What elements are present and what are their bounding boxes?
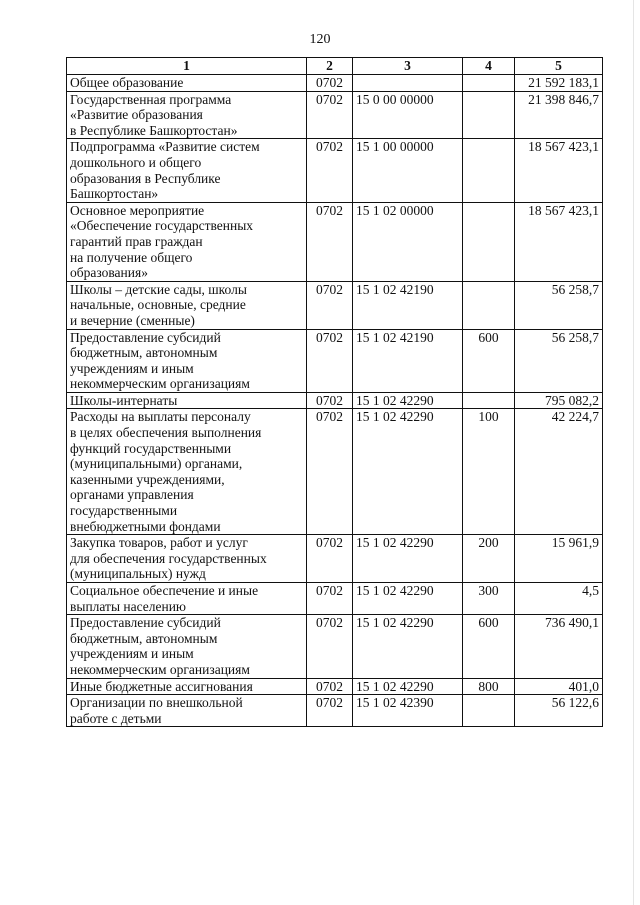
row-name-cell: Подпрограмма «Развитие систем дошкольного и общего образования в Республике Башкортостан» [67, 139, 307, 202]
row-expense-type-cell: 800 [463, 678, 515, 695]
row-program-cell: 15 1 02 42290 [353, 392, 463, 409]
row-expense-type-cell: 600 [463, 329, 515, 392]
row-amount-cell: 56 258,7 [515, 281, 603, 329]
row-name-cell: Школы – детские сады, школы начальные, основные, средние и вечерние (сменные) [67, 281, 307, 329]
row-section-cell: 0702 [307, 91, 353, 139]
row-expense-type-cell [463, 281, 515, 329]
table-row [67, 281, 603, 329]
row-section-cell: 0702 [307, 695, 353, 727]
page-number: 120 [309, 32, 331, 47]
table-row [67, 583, 603, 615]
row-program-cell: 15 1 00 00000 [353, 139, 463, 202]
row-expense-type-cell: 600 [463, 615, 515, 678]
header-col-2: 2 [307, 58, 353, 75]
row-section-cell: 0702 [307, 583, 353, 615]
table-header-row [67, 58, 603, 75]
header-col-1: 1 [67, 58, 307, 75]
row-amount-cell: 795 082,2 [515, 392, 603, 409]
row-name-cell: Государственная программа «Развитие образования в Республике Башкортостан» [67, 91, 307, 139]
scan-edge-line [633, 0, 634, 905]
table-row [67, 535, 603, 583]
row-name-cell: Закупка товаров, работ и услуг для обеспечения государственных (муниципальных) нужд [67, 535, 307, 583]
row-name-cell: Предоставление субсидий бюджетным, автономным учреждениям и иным некоммерческим организациям [67, 615, 307, 678]
table-row [67, 329, 603, 392]
row-section-cell: 0702 [307, 535, 353, 583]
row-program-cell: 15 1 02 00000 [353, 202, 463, 281]
row-section-cell: 0702 [307, 281, 353, 329]
row-expense-type-cell: 300 [463, 583, 515, 615]
row-program-cell: 15 1 02 42290 [353, 583, 463, 615]
table-row [67, 91, 603, 139]
row-expense-type-cell [463, 695, 515, 727]
row-name-cell: Основное мероприятие «Обеспечение государственных гарантий прав граждан на получение общего образования» [67, 202, 307, 281]
row-amount-cell: 4,5 [515, 583, 603, 615]
row-section-cell: 0702 [307, 392, 353, 409]
row-amount-cell: 56 122,6 [515, 695, 603, 727]
row-program-cell: 15 1 02 42290 [353, 409, 463, 535]
row-expense-type-cell [463, 91, 515, 139]
row-section-cell: 0702 [307, 75, 353, 92]
budget-table [66, 57, 603, 727]
row-expense-type-cell [463, 392, 515, 409]
row-program-cell: 15 1 02 42190 [353, 329, 463, 392]
row-expense-type-cell [463, 75, 515, 92]
row-name-cell: Школы-интернаты [67, 392, 307, 409]
row-expense-type-cell [463, 202, 515, 281]
row-amount-cell: 42 224,7 [515, 409, 603, 535]
row-amount-cell: 18 567 423,1 [515, 202, 603, 281]
row-name-cell: Расходы на выплаты персоналу в целях обеспечения выполнения функций государственными (муниципальными) органами, казенными учреждениями, органами управления государственными внебюджетными фондами [67, 409, 307, 535]
row-section-cell: 0702 [307, 615, 353, 678]
row-name-cell: Предоставление субсидий бюджетным, автономным учреждениям и иным некоммерческим организациям [67, 329, 307, 392]
row-amount-cell: 18 567 423,1 [515, 139, 603, 202]
row-program-cell: 15 1 02 42290 [353, 615, 463, 678]
row-name-cell: Организации по внешкольной работе с детьми [67, 695, 307, 727]
row-program-cell: 15 1 02 42290 [353, 678, 463, 695]
row-amount-cell: 21 592 183,1 [515, 75, 603, 92]
row-name-cell: Иные бюджетные ассигнования [67, 678, 307, 695]
row-section-cell: 0702 [307, 202, 353, 281]
table-row [67, 695, 603, 727]
row-amount-cell: 401,0 [515, 678, 603, 695]
row-amount-cell: 736 490,1 [515, 615, 603, 678]
row-amount-cell: 21 398 846,7 [515, 91, 603, 139]
row-name-cell: Общее образование [67, 75, 307, 92]
row-section-cell: 0702 [307, 139, 353, 202]
table-row [67, 139, 603, 202]
row-program-cell: 15 1 02 42390 [353, 695, 463, 727]
header-col-3: 3 [353, 58, 463, 75]
row-expense-type-cell: 200 [463, 535, 515, 583]
row-expense-type-cell: 100 [463, 409, 515, 535]
row-section-cell: 0702 [307, 678, 353, 695]
row-section-cell: 0702 [307, 329, 353, 392]
row-program-cell [353, 75, 463, 92]
header-col-4: 4 [463, 58, 515, 75]
row-amount-cell: 56 258,7 [515, 329, 603, 392]
table-row [67, 678, 603, 695]
row-program-cell: 15 1 02 42290 [353, 535, 463, 583]
row-program-cell: 15 1 02 42190 [353, 281, 463, 329]
row-section-cell: 0702 [307, 409, 353, 535]
table-row [67, 615, 603, 678]
table-row [67, 75, 603, 92]
row-program-cell: 15 0 00 00000 [353, 91, 463, 139]
row-expense-type-cell [463, 139, 515, 202]
table-row [67, 202, 603, 281]
header-col-5: 5 [515, 58, 603, 75]
table-row [67, 409, 603, 535]
row-name-cell: Социальное обеспечение и иные выплаты населению [67, 583, 307, 615]
table-row [67, 392, 603, 409]
row-amount-cell: 15 961,9 [515, 535, 603, 583]
